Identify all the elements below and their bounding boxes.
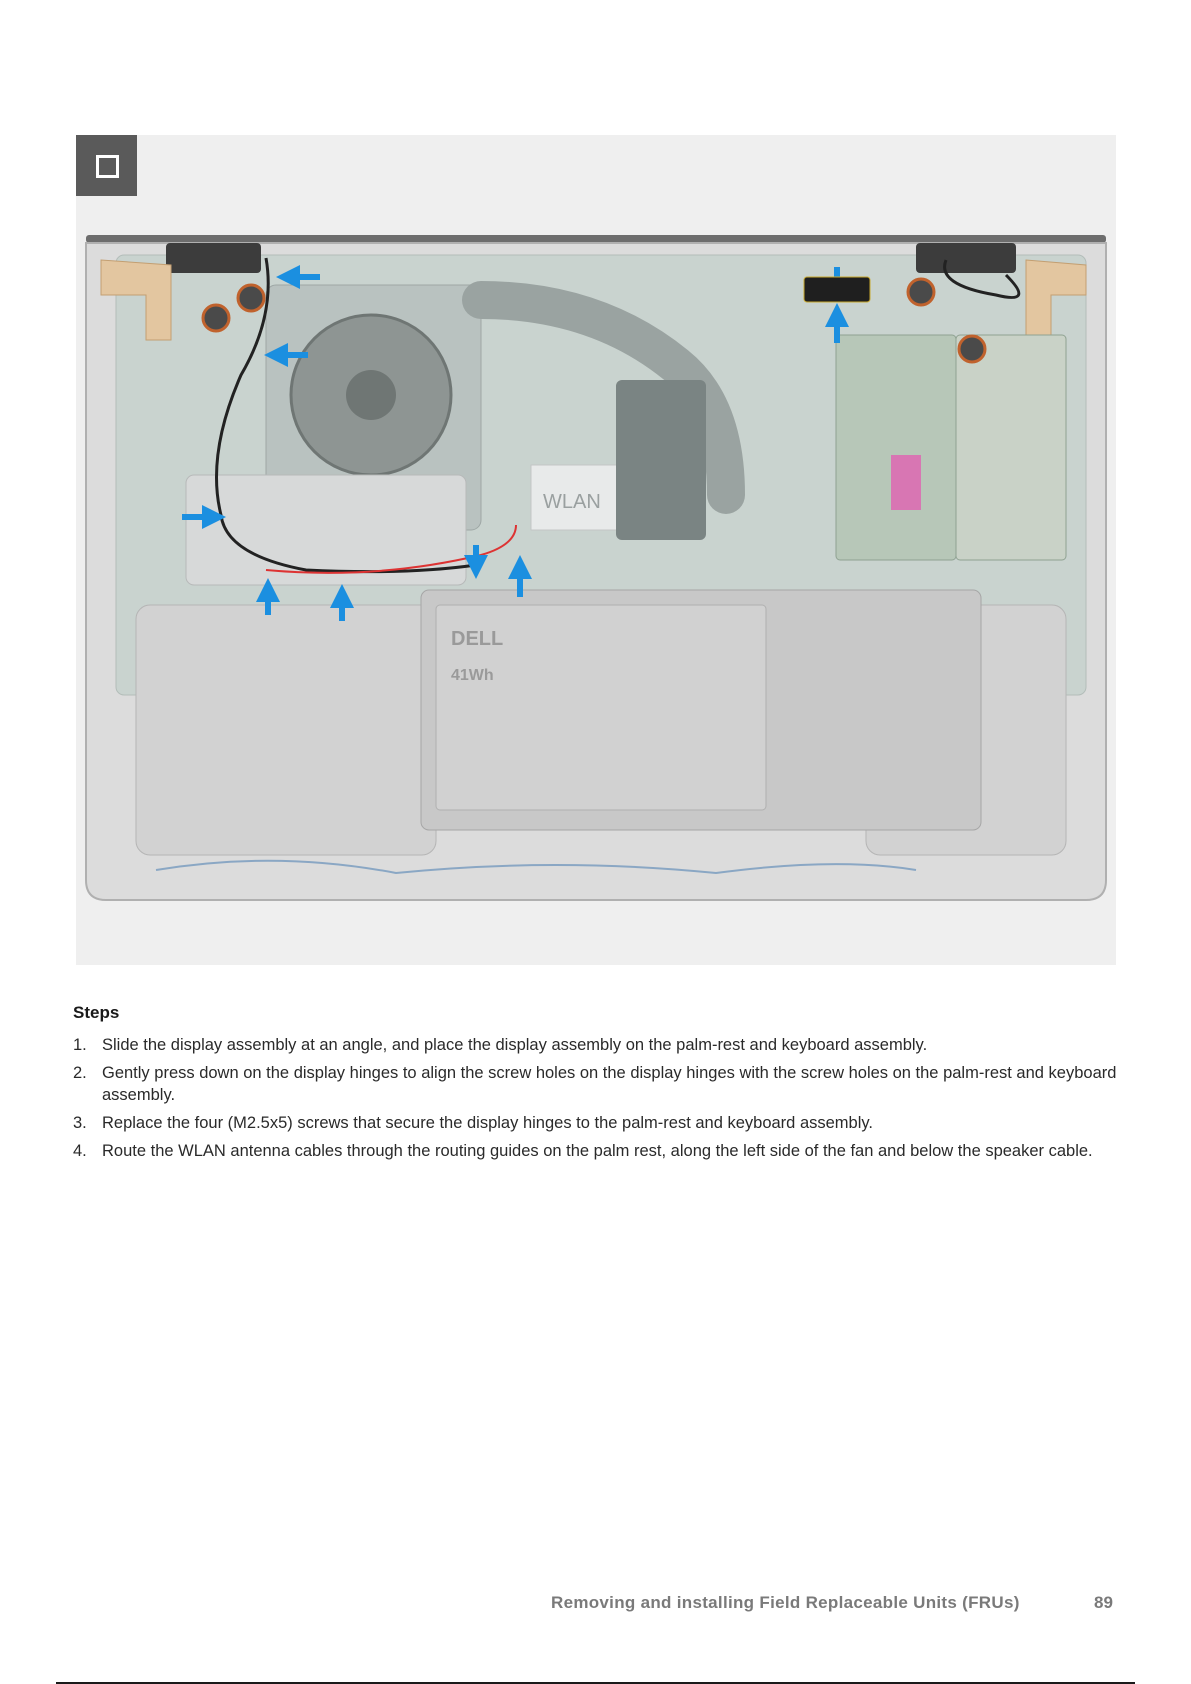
step-number: 1. <box>73 1036 87 1054</box>
footer-section-title: Removing and installing Field Replaceable Units (FRUs) <box>551 1593 1020 1612</box>
display-connector <box>804 277 870 302</box>
screw-4 <box>959 336 985 362</box>
steps-heading: Steps <box>73 1003 120 1022</box>
battery-brand: DELL <box>451 628 504 650</box>
step-badge-square-icon <box>96 155 119 178</box>
laptop-illustration <box>76 135 1116 965</box>
step-item <box>73 1062 1118 1106</box>
steps-list <box>73 1034 1118 1168</box>
page-number: 89 <box>1094 1593 1113 1612</box>
step-number: 4. <box>73 1142 87 1160</box>
left-speaker-area <box>136 605 436 855</box>
screw-1 <box>203 305 229 331</box>
left-hinge <box>166 243 261 273</box>
step-text: Gently press down on the display hinges to align the screw holes on the display hinges with the screw holes on the palm-rest and keyboard assembly. <box>102 1064 1117 1104</box>
screw-3 <box>908 279 934 305</box>
memory-label <box>891 455 921 510</box>
memory-module-2 <box>956 335 1066 560</box>
screw-2 <box>238 285 264 311</box>
step-text: Route the WLAN antenna cables through the routing guides on the palm rest, along the left side of the fan and below the speaker cable. <box>102 1142 1093 1160</box>
step-text: Slide the display assembly at an angle, and place the display assembly on the palm-rest and keyboard assembly. <box>102 1036 928 1054</box>
battery-capacity: 41Wh <box>451 667 494 684</box>
wlan-label: WLAN <box>543 491 601 513</box>
memory-module-1 <box>836 335 956 560</box>
step-item <box>73 1034 1118 1056</box>
fan-shield <box>186 475 466 585</box>
fan-hub <box>346 370 396 420</box>
display-edge <box>86 235 1106 243</box>
step-text: Replace the four (M2.5x5) screws that secure the display hinges to the palm-rest and keyboard assembly. <box>102 1114 873 1132</box>
right-hinge <box>916 243 1016 273</box>
procedure-figure <box>76 135 1116 965</box>
ssd <box>616 380 706 540</box>
step-item <box>73 1112 1118 1134</box>
step-item <box>73 1140 1118 1162</box>
step-number: 2. <box>73 1064 87 1082</box>
step-number: 3. <box>73 1114 87 1132</box>
step-badge <box>76 135 137 196</box>
